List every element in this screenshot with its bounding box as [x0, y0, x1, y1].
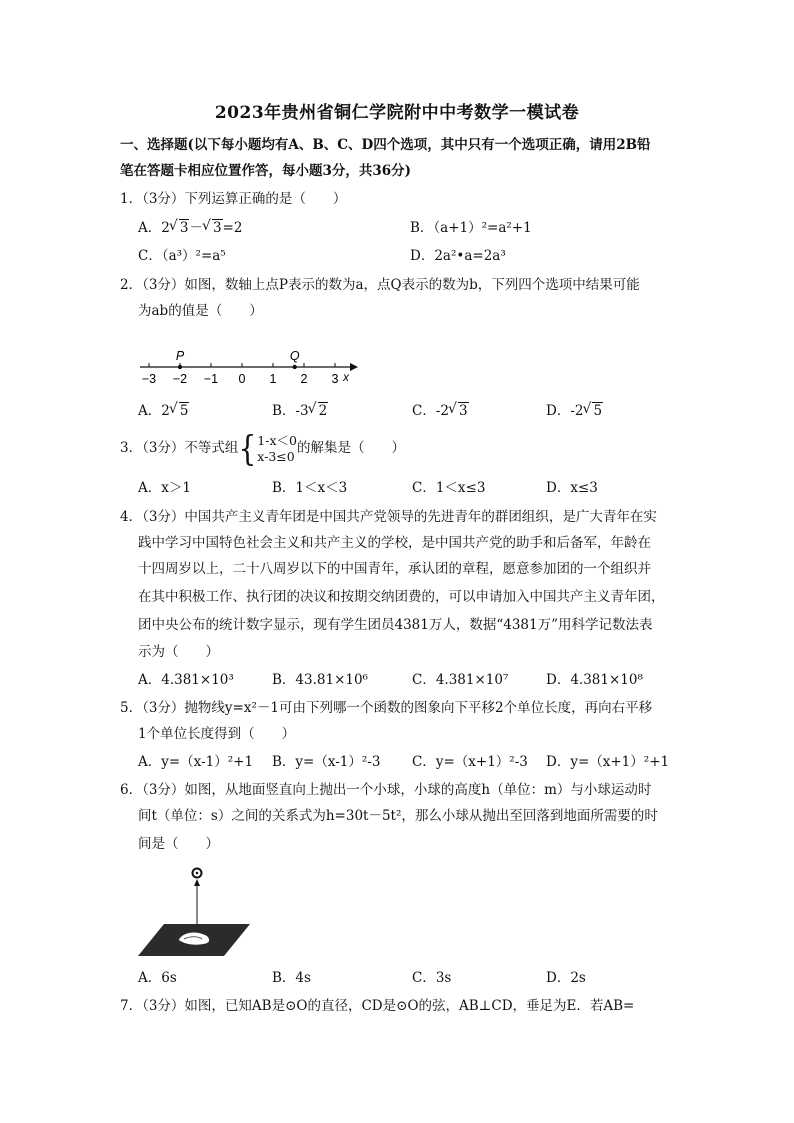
q1-a-minus: － — [189, 220, 203, 236]
q5-option-b: B．y=（x-1）²-3 — [272, 754, 381, 770]
point-p — [178, 365, 182, 369]
q3-stem-pre: 3．（3分）不等式组 — [120, 440, 239, 456]
q4-option-b: B．43.81×10⁶ — [272, 672, 368, 688]
q6-stem-line3: 间是（ ） — [138, 836, 219, 852]
q3-option-d: D．x≤3 — [546, 480, 598, 496]
q2-option-c — [412, 401, 469, 421]
point-q — [293, 365, 297, 369]
q2-d-coef: D．-2 — [546, 403, 584, 419]
q3-option-a: A．x＞1 — [138, 480, 191, 496]
brace-symbol: { — [238, 427, 257, 469]
q5-option-c: C．y=（x+1）²-3 — [412, 754, 528, 770]
q2-c-radicand: 3 — [458, 403, 468, 419]
q6-option-c: C．3s — [412, 970, 452, 986]
section-heading-line1: 一、选择题(以下每小题均有A、B、C、D四个选项，其中只有一个选项正确，请用2B铅 — [120, 137, 651, 153]
q5-option-d: D．y=（x+1）²+1 — [546, 754, 670, 770]
sqrt-symbol — [309, 401, 329, 421]
q6-option-a: A．6s — [138, 970, 177, 986]
axis-label-x: x — [343, 370, 349, 384]
q1-option-d: D．2a²•a=2a³ — [410, 248, 506, 264]
q2-stem-line1: 2．（3分）如图，数轴上点P表示的数为a，点Q表示的数为b，下列四个选项中结果可能 — [120, 277, 640, 293]
q3-stem-post: 的解集是（ ） — [296, 440, 405, 456]
tick-label: −1 — [203, 372, 219, 386]
q1-stem: 1．（3分）下列运算正确的是（ ） — [120, 191, 347, 207]
q1-a-coef: A．2 — [138, 220, 170, 236]
q2-option-a — [138, 401, 189, 421]
sqrt-symbol — [203, 218, 223, 238]
q3-option-c: C．1＜x≤3 — [412, 480, 486, 496]
inequality-system — [257, 433, 297, 465]
q4-line4: 在其中积极工作、执行团的决议和按期交纳团费的，可以申请加入中国共产主义青年团， — [138, 589, 665, 605]
q4-line3: 十四周岁以上，二十八周岁以下的中国青年，承认团的章程，愿意参加团的一个组织并 — [138, 561, 651, 577]
q3-stem — [120, 427, 405, 469]
q4-line5: 团中央公布的统计数字显示，现有学生团员4381万人，数据“4381万”用科学记数法表 — [138, 617, 653, 633]
point-label-q: Q — [289, 349, 300, 363]
q4-option-d: D．4.381×10⁸ — [546, 672, 643, 688]
sqrt-symbol — [583, 401, 603, 421]
q4-option-a: A．4.381×10³ — [138, 672, 234, 688]
exam-title: 2023年贵州省铜仁学院附中中考数学一模试卷 — [214, 103, 580, 123]
q3-inequality-1: 1-x＜0 — [257, 432, 297, 448]
q4-option-c: C．4.381×10⁷ — [412, 672, 509, 688]
q3-inequality-2: x-3≤0 — [257, 448, 295, 464]
q2-c-coef: C．-2 — [412, 403, 449, 419]
q6-stem-line2: 间t（单位：s）之间的关系式为h=30t－5t²，那么小球从抛出至回落到地面所需要的时 — [138, 808, 658, 824]
q1-option-a — [138, 218, 242, 238]
q5-stem-line2: 1个单位长度得到（ ） — [138, 726, 296, 742]
q2-d-radicand: 5 — [593, 403, 603, 419]
q4-line1: 4．（3分）中国共产主义青年团是中国共产党领导的先进青年的群团组织，是广大青年在实 — [120, 509, 657, 525]
ball-center — [196, 872, 199, 875]
trajectory-arrowhead — [194, 879, 200, 886]
q6-option-b: B．4s — [272, 970, 311, 986]
tick-label: −3 — [141, 372, 157, 386]
sqrt-symbol — [449, 401, 469, 421]
q2-b-radicand: 2 — [318, 403, 328, 419]
number-line-figure — [130, 345, 370, 395]
q4-line2: 践中学习中国特色社会主义和共产主义的学校，是中国共产党的助手和后备军，年龄在 — [138, 535, 651, 551]
section-heading-line2: 笔在答题卡相应位置作答，每小题3分，共36分) — [120, 163, 412, 179]
q6-option-d: D．2s — [546, 970, 586, 986]
q6-stem-line1: 6．（3分）如图，从地面竖直向上抛出一个小球，小球的高度h（单位：m）与小球运动时 — [120, 782, 652, 798]
q2-option-b — [272, 401, 328, 421]
q2-stem-line2: 为ab的值是（ ） — [138, 303, 263, 319]
q1-option-c: C．（a³）²=a⁵ — [138, 248, 226, 264]
tick-label: 0 — [238, 372, 246, 386]
q2-a-radicand: 5 — [179, 403, 189, 419]
q1-a-radicand2: 3 — [212, 220, 222, 236]
q4-line6: 示为（ ） — [138, 644, 219, 660]
q1-a-result: =2 — [222, 220, 243, 236]
point-label-p: P — [175, 349, 185, 363]
sqrt-symbol — [170, 401, 190, 421]
q3-option-b: B．1＜x＜3 — [272, 480, 348, 496]
tick-label: 1 — [269, 372, 277, 386]
q2-a-coef: A．2 — [138, 403, 170, 419]
tick-label: 3 — [331, 372, 339, 386]
ball-throw-figure — [138, 862, 258, 962]
tick-label: −2 — [172, 372, 188, 386]
tick-label: 2 — [300, 372, 308, 386]
q2-b-coef: B．-3 — [272, 403, 309, 419]
q5-option-a: A．y=（x-1）²+1 — [138, 754, 254, 770]
sqrt-symbol — [170, 218, 190, 238]
q2-option-d — [546, 401, 603, 421]
number-line-arrow — [350, 363, 358, 371]
q5-stem-line1: 5．（3分）抛物线y=x²－1可由下列哪一个函数的图象向下平移2个单位长度，再向右平移 — [120, 700, 653, 716]
q1-a-radicand1: 3 — [179, 220, 189, 236]
q7-stem-line1: 7．（3分）如图，已知AB是⊙O的直径，CD是⊙O的弦，AB⊥CD，垂足为E．若AB= — [120, 998, 635, 1014]
q1-option-b: B．（a+1）²=a²+1 — [410, 220, 532, 236]
number-line-points — [176, 349, 300, 369]
